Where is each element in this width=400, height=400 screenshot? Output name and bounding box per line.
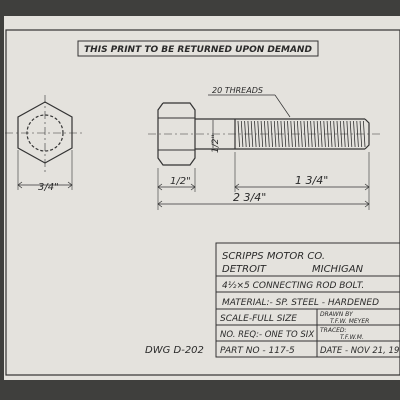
material: MATERIAL:- SP. STEEL - HARDENED xyxy=(222,298,380,308)
part-number: PART NO - 117-5 xyxy=(220,346,295,356)
scale: SCALE-FULL SIZE xyxy=(220,314,297,324)
date: DATE - NOV 21, 19 xyxy=(320,346,400,356)
thread-length-dim: 1 3/4" xyxy=(295,174,329,187)
city: DETROIT xyxy=(222,264,267,275)
drawn-by-label: DRAWN BY xyxy=(320,311,353,318)
company-name: SCRIPPS MOTOR CO. xyxy=(222,251,326,262)
dwg-number: DWG D-202 xyxy=(145,345,204,356)
hex-width-dim: 3/4" xyxy=(38,182,59,193)
part-description: 4½×5 CONNECTING ROD BOLT. xyxy=(222,281,365,291)
thread-note: 20 THREADS xyxy=(212,86,263,95)
overall-length-dim: 2 3/4" xyxy=(233,191,267,204)
drawn-by: T.F.W. MEYER xyxy=(330,318,370,325)
traced-by: T.F.W.M. xyxy=(340,334,364,341)
shank-dia-dim: 1/2" xyxy=(211,134,221,153)
return-notice: THIS PRINT TO BE RETURNED UPON DEMAND xyxy=(84,45,312,55)
traced-label: TRACED: xyxy=(320,327,347,334)
head-height-dim: 1/2" xyxy=(170,176,191,187)
number-required: NO. REQ:- ONE TO SIX xyxy=(220,330,315,340)
state: MICHIGAN xyxy=(312,264,364,275)
